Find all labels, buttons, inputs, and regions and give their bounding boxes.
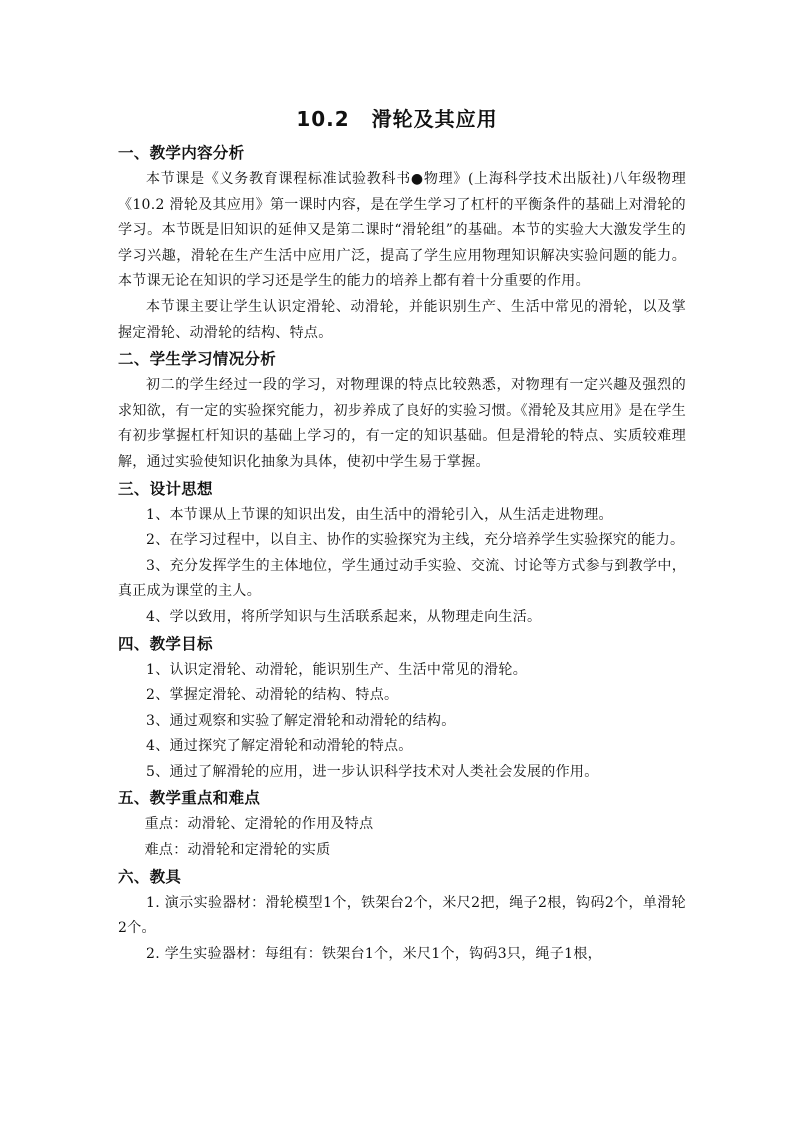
section-teaching-goals (118, 631, 686, 786)
section-student-analysis (118, 346, 686, 475)
document-body (118, 140, 686, 967)
paragraph: 本节课主要让学生认识定滑轮、动滑轮，并能识别生产、生活中常见的滑轮，以及掌握定滑轮、动滑轮的结构、特点。 (118, 298, 686, 341)
paragraph: 初二的学生经过一段的学习，对物理课的特点比较熟悉，对物理有一定兴趣及强烈的求知欲，有一定的实验探究能力，初步养成了良好的实验习惯。《滑轮及其应用》是在学生有初步掌握杠杆知识的基础上学习的，有一定的知识基础。但是滑轮的特点、实质较难理解，通过实验使知识化抽象为具体，使初中学生易于掌握。 (118, 377, 686, 470)
title-text: 滑轮及其应用 (371, 107, 498, 131)
list-item: 1、本节课从上节课的知识出发，由生活中的滑轮引入，从生活走进物理。 (146, 506, 613, 523)
section-heading: 三、设计思想 (118, 479, 213, 498)
section-heading: 六、教具 (118, 867, 182, 886)
section-heading: 一、教学内容分析 (118, 144, 245, 162)
list-item: 2、掌握定滑轮、动滑轮的结构、特点。 (146, 687, 399, 704)
difficult-point: 难点：动滑轮和定滑轮的实质 (144, 842, 331, 859)
list-item: 1. 演示实验器材：滑轮模型1个，铁架台2个，米尺2把，绳子2根，钩码2个，单滑轮2个。 (118, 894, 686, 937)
section-heading: 二、学生学习情况分析 (118, 350, 277, 369)
list-item: 1、认识定滑轮、动滑轮，能识别生产、生活中常见的滑轮。 (146, 661, 528, 678)
list-item: 2、在学习过程中，以自主、协作的实验探究为主线，充分培养学生实验探究的能力。 (146, 532, 685, 549)
section-key-points (118, 785, 686, 863)
section-design-idea (118, 476, 686, 631)
list-item: 4、学以致用，将所学知识与生活联系起来，从物理走向生活。 (146, 608, 542, 625)
section-teaching-aids (118, 864, 686, 968)
list-item: 4、通过探究了解定滑轮和动滑轮的特点。 (146, 738, 413, 755)
document-title (0, 104, 794, 134)
section-heading: 五、教学重点和难点 (118, 789, 261, 808)
section-heading: 四、教学目标 (118, 634, 213, 653)
list-item: 3、充分发挥学生的主体地位，学生通过动手实验、交流、讨论等方式参与到教学中，真正成为课堂的主人。 (118, 557, 686, 600)
list-item: 2. 学生实验器材：每组有：铁架台1个，米尺1个，钩码3只，绳子1根， (146, 945, 602, 962)
section-content-analysis (118, 140, 686, 346)
list-item: 5、通过了解滑轮的应用，进一步认识科学技术对人类社会发展的作用。 (146, 763, 599, 780)
list-item: 3、通过观察和实验了解定滑轮和动滑轮的结构。 (146, 712, 456, 729)
key-point: 重点：动滑轮、定滑轮的作用及特点 (144, 816, 374, 833)
paragraph: 本节课是《义务教育课程标准试验教科书●物理》(上海科学技术出版社)八年级物理《10.2 滑轮及其应用》第一课时内容，是在学生学习了杠杆的平衡条件的基础上对滑轮的学习。本节既是旧知识的延伸又是第二课时“滑轮组”的基础。本节的实验大大激发学生的学习兴趣，滑轮在生产生活中应用广泛，提高了学生应用物理知识解决实验问题的能力。本节课无论在知识的学习还是学生的能力的培养上都有着十分重要的作用。 (118, 171, 686, 290)
title-number: 10.2 (296, 107, 350, 131)
